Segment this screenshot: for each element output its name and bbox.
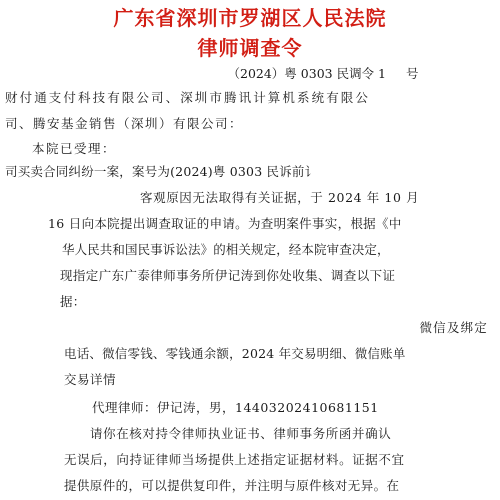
evidence-line-1: 微信及绑定: [419, 320, 488, 335]
instructions-line-2: 无误后，向持证律师当场提供上述指定证据材料。证据不宜: [64, 452, 405, 467]
body-line-6: 据：: [60, 294, 86, 309]
body-line-4: 华人民共和国民事诉讼法》的相关规定，经本院审查决定，: [62, 242, 390, 257]
document-number: （2024）粤 0303 民调令 1: [227, 66, 386, 81]
document-type-heading: 律师调查令: [197, 36, 303, 60]
recipients-line-1: 财付通支付科技有限公司、深圳市腾讯计算机系统有限公: [5, 90, 371, 105]
document-number-suffix: 号: [406, 66, 419, 81]
recipients-line-2: 司、腾安基金销售（深圳）有限公司：: [5, 116, 244, 131]
case-accepted-line: 本院已受理：: [32, 141, 117, 156]
body-line-3: 16 日向本院提出调查取证的申请。为查明案件事实，根据《中: [48, 216, 402, 231]
lawyer-info-line: 代理律师：伊记涛，男，14403202410681151: [92, 400, 379, 415]
body-line-2: 客观原因无法取得有关证据，于 2024 年 10 月: [140, 190, 420, 205]
body-line-1: 司买卖合同纠纷一案，案号为(2024)粤 0303 民诉前讠: [5, 164, 318, 179]
evidence-line-3: 交易详情: [64, 372, 117, 387]
evidence-line-2: 电话、微信零钱、零钱通余额，2024 年交易明细、微信账单: [64, 346, 406, 361]
instructions-line-1: 请你在核对持令律师执业证书、律师事务所函并确认: [90, 426, 392, 441]
instructions-line-3: 提供原件的，可以提供复印件，并注明与原件核对无异。在: [64, 478, 400, 493]
body-line-5: 现指定广东广泰律师事务所伊记涛到你处收集、调查以下证: [60, 268, 396, 283]
court-name-heading: 广东省深圳市罗湖区人民法院: [113, 6, 387, 30]
